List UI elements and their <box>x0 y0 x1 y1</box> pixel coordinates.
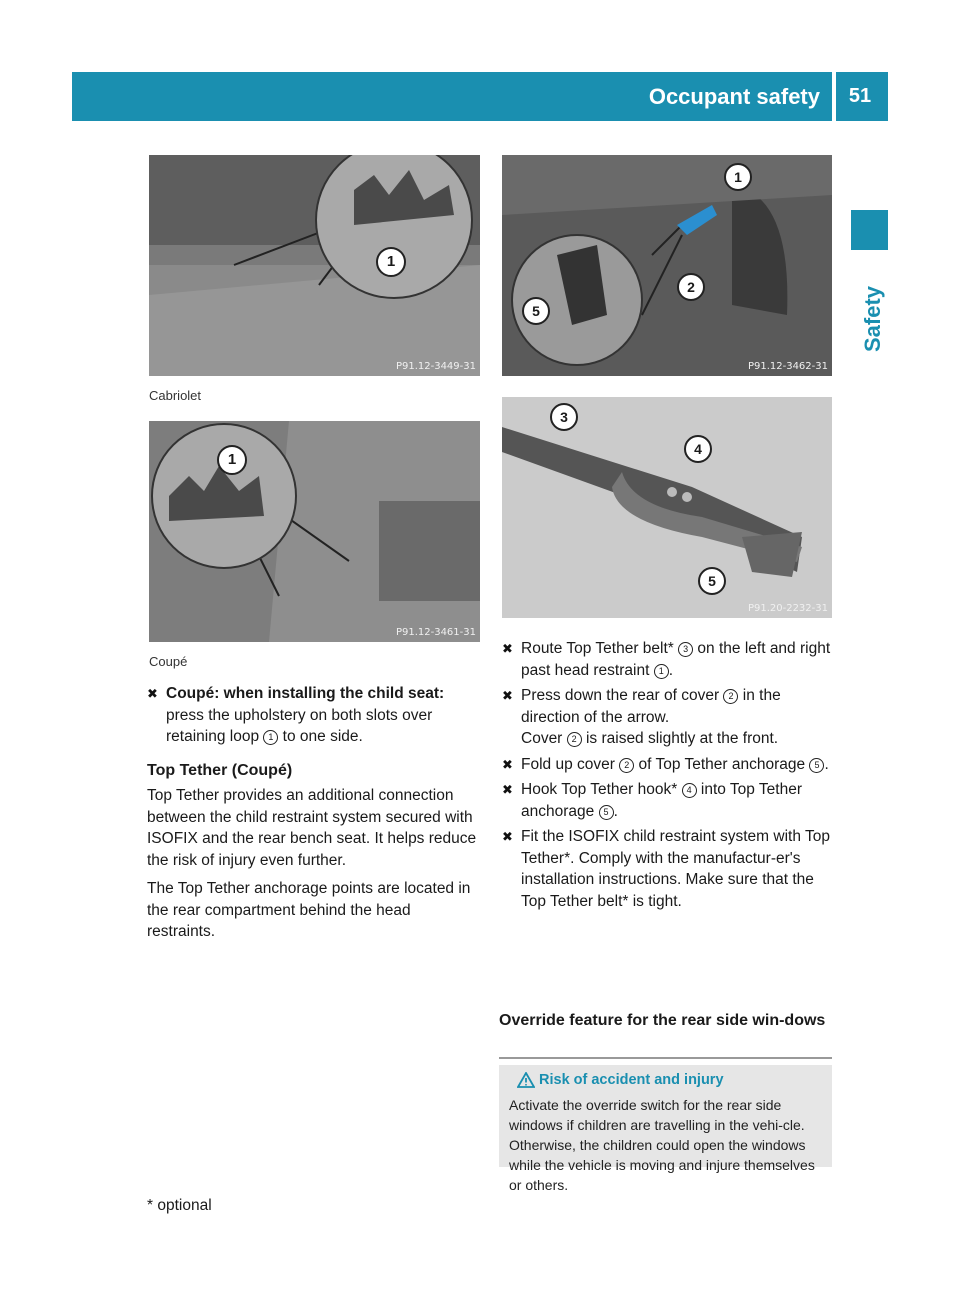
step-coupe-install: ✖ Coupé: when installing the child seat: press the upholstery on both slots over retaining loop 1 to one side. <box>147 685 445 745</box>
side-tab-marker <box>851 210 888 250</box>
step-arrow-icon: ✖ <box>502 756 513 772</box>
step-arrow-icon: ✖ <box>502 688 513 703</box>
callout-2: 2 <box>677 273 705 301</box>
figure-caption: Coupé <box>149 654 188 669</box>
callout-1: 1 <box>217 445 247 475</box>
step-arrow-icon: ✖ <box>502 641 513 656</box>
figure-top-tether-anchorage <box>502 155 832 376</box>
figure-code: P91.12-3461-31 <box>395 627 476 638</box>
step-hook: ✖ Hook Top Tether hook* 4 into Top Tether anchorage 5 . <box>502 781 802 820</box>
page-number: 51 <box>848 85 872 107</box>
figure-code: P91.12-3462-31 <box>747 361 828 372</box>
figure-cabriolet <box>149 155 480 376</box>
callout-1: 1 <box>376 247 406 277</box>
figure-top-tether-belt <box>502 397 832 618</box>
paragraph: Top Tether provides an additional connection between the child restraint system secured with ISOFIX and the rear bench seat. It helps reduce the risk of injury even further. <box>147 787 477 869</box>
step-arrow-icon: ✖ <box>502 782 513 797</box>
footnote: * optional <box>147 1197 212 1214</box>
warning-text: Activate the override switch for the rear side windows if children are travelling in the vehi-cle. Otherwise, the children could open the windows while the vehicle is moving and injure themselves or others. <box>509 1097 815 1193</box>
step-route-belt: ✖ Route Top Tether belt* 3 on the left and right past head restraint 1 . <box>502 640 831 679</box>
step-press-cover: ✖ Press down the rear of cover 2 in the direction of the arrow. Cover 2 is raised slightly at the front. <box>502 687 781 747</box>
ref-1: 1 <box>263 730 278 745</box>
page-section-title: Occupant safety <box>648 84 820 109</box>
callout-5: 5 <box>698 567 726 595</box>
figure-coupe <box>149 421 480 642</box>
divider <box>499 1057 832 1059</box>
side-tab-label: Safety <box>860 285 885 352</box>
step-arrow-icon: ✖ <box>147 686 158 701</box>
callout-4: 4 <box>684 435 712 463</box>
warning-title: Risk of accident and injury <box>539 1072 724 1088</box>
step-fold-cover: ✖ Fold up cover 2 of Top Tether anchorage 5 . <box>502 754 835 776</box>
right-column <box>502 638 835 916</box>
warning-triangle-icon <box>517 1072 535 1088</box>
paragraph: The Top Tether anchorage points are located in the rear compartment behind the head restraints. <box>147 880 471 940</box>
page-number-tab <box>832 72 888 121</box>
figure-code: P91.12-3449-31 <box>395 361 476 372</box>
figure-code: P91.20-2232-31 <box>747 603 828 614</box>
section-heading: Top Tether (Coupé) <box>147 761 293 779</box>
warning-box <box>499 1065 832 1193</box>
callout-5: 5 <box>522 297 550 325</box>
step-fit-isofix: ✖ Fit the ISOFIX child restraint system with Top Tether*. Comply with the manufactur-er's installation instructions. Make sure that the Top Tether belt* is tight. <box>502 828 830 910</box>
left-column <box>147 683 480 943</box>
figure-caption: Cabriolet <box>149 388 202 403</box>
callout-3: 3 <box>550 403 578 431</box>
section-heading: Override feature for the rear side win-dows <box>499 1012 826 1029</box>
callout-1: 1 <box>724 163 752 191</box>
header-bar <box>72 72 832 121</box>
step-arrow-icon: ✖ <box>502 829 513 844</box>
